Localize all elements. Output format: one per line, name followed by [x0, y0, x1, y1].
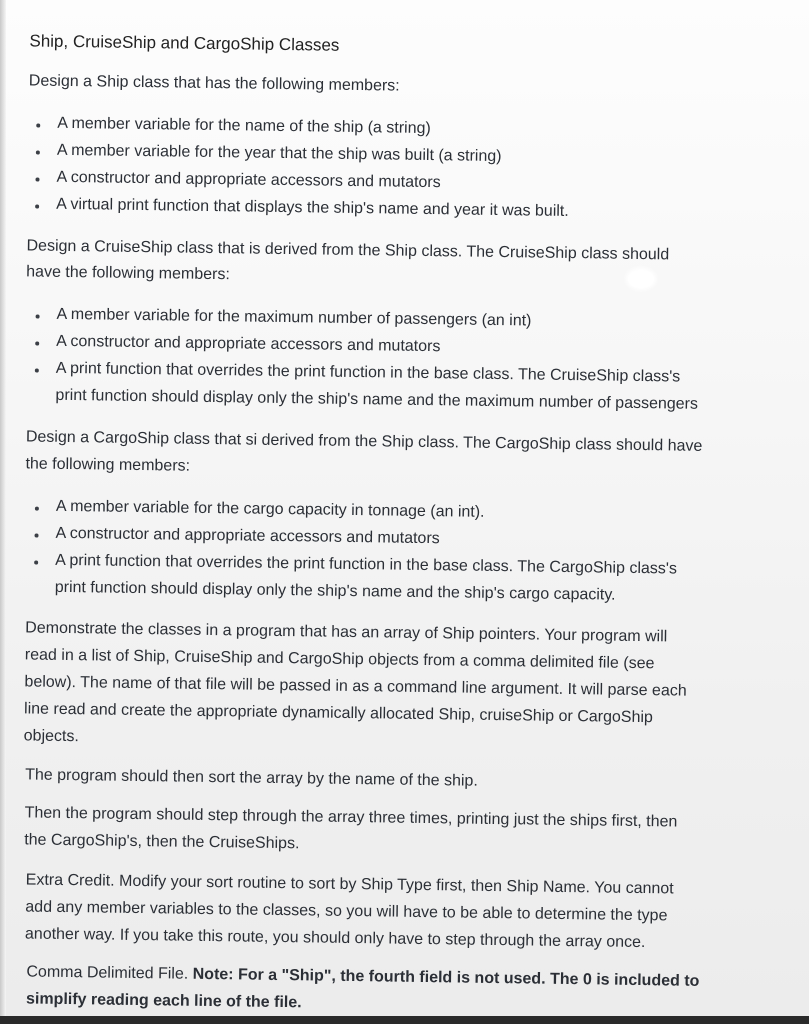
bullet-icon [35, 178, 39, 182]
bullet-icon [36, 151, 40, 155]
list-item: A constructor and appropriate accessors and mutators [55, 524, 440, 548]
light-glare [628, 270, 654, 288]
extra-credit-line: add any member variables to the classes, so you will have to be able to determine the type [25, 898, 668, 925]
extra-credit-line: Extra Credit. Modify your sort routine to sort by Ship Type first, then Ship Name. You cannot [25, 871, 674, 898]
list-item: A constructor and appropriate accessors and mutators [56, 168, 441, 192]
list-item: A print function that overrides the print function in the base class. The CargoShip class's [55, 551, 678, 578]
comma-delimited-note: Note: For a "Ship", the fourth field is not used. The 0 is included to [192, 965, 700, 990]
comma-delimited-line [26, 962, 699, 991]
ship-intro: Design a Ship class that has the following members: [28, 72, 400, 95]
comma-delimited-line2: simplify reading each line of the file. [25, 990, 302, 1012]
sort-paragraph: The program should then sort the array by the name of the ship. [25, 766, 478, 790]
list-item: A member variable for the maximum number of passengers (an int) [56, 305, 532, 330]
bullet-icon [36, 315, 40, 319]
cruise-intro-line: Design a CruiseShip class that is derived from the Ship class. The CruiseShip class should [26, 237, 670, 264]
bullet-icon [34, 534, 38, 538]
bullet-icon [34, 561, 38, 565]
list-item: A member variable for the name of the ship (a string) [57, 114, 431, 138]
bullet-icon [35, 205, 39, 209]
list-item: A member variable for the year that the ship was built (a string) [56, 141, 502, 166]
list-item: A member variable for the cargo capacity in tonnage (an int). [55, 497, 485, 521]
demonstrate-line: read in a list of Ship, CruiseShip and CargoShip objects from a comma delimited file (see [24, 646, 655, 673]
bottom-edge [0, 1016, 809, 1024]
cargo-intro-line: Design a CargoShip class that si derived from the Ship class. The CargoShip class should have [25, 428, 703, 455]
step-line: the CargoShip's, then the CruiseShips. [24, 831, 300, 853]
list-item: A print function that overrides the print function in the base class. The CruiseShip class's [55, 359, 681, 386]
extra-credit-line: another way. If you take this route, you should only have to step through the array once. [24, 925, 646, 952]
demonstrate-line: line read and create the appropriate dynamically allocated Ship, cruiseShip or CargoShip [23, 700, 653, 727]
bullet-icon [35, 342, 39, 346]
list-item-continuation: print function should display only the ship's name and the maximum number of passengers [55, 386, 699, 413]
comma-delimited-label: Comma Delimited File. [26, 963, 189, 983]
list-item: A constructor and appropriate accessors and mutators [56, 332, 441, 356]
cruise-intro-line: have the following members: [26, 263, 230, 284]
list-item: A virtual print function that displays the ship's name and year it was built. [56, 195, 569, 220]
demonstrate-line: Demonstrate the classes in a program that has an array of Ship pointers. Your program will [25, 619, 668, 646]
demonstrate-line: below). The name of that file will be passed in as a command line argument. It will parse each [24, 673, 687, 700]
cargo-intro-line: the following members: [25, 455, 191, 475]
list-item-continuation: print function should display only the ship's name and the ship's cargo capacity. [54, 578, 616, 604]
demonstrate-line: objects. [23, 727, 79, 746]
bullet-icon [35, 369, 39, 373]
bullet-icon [36, 124, 40, 128]
step-line: Then the program should step through the array three times, printing just the ships first, then [24, 804, 678, 831]
page-title: Ship, CruiseShip and CargoShip Classes [29, 31, 340, 55]
bullet-icon [35, 507, 39, 511]
